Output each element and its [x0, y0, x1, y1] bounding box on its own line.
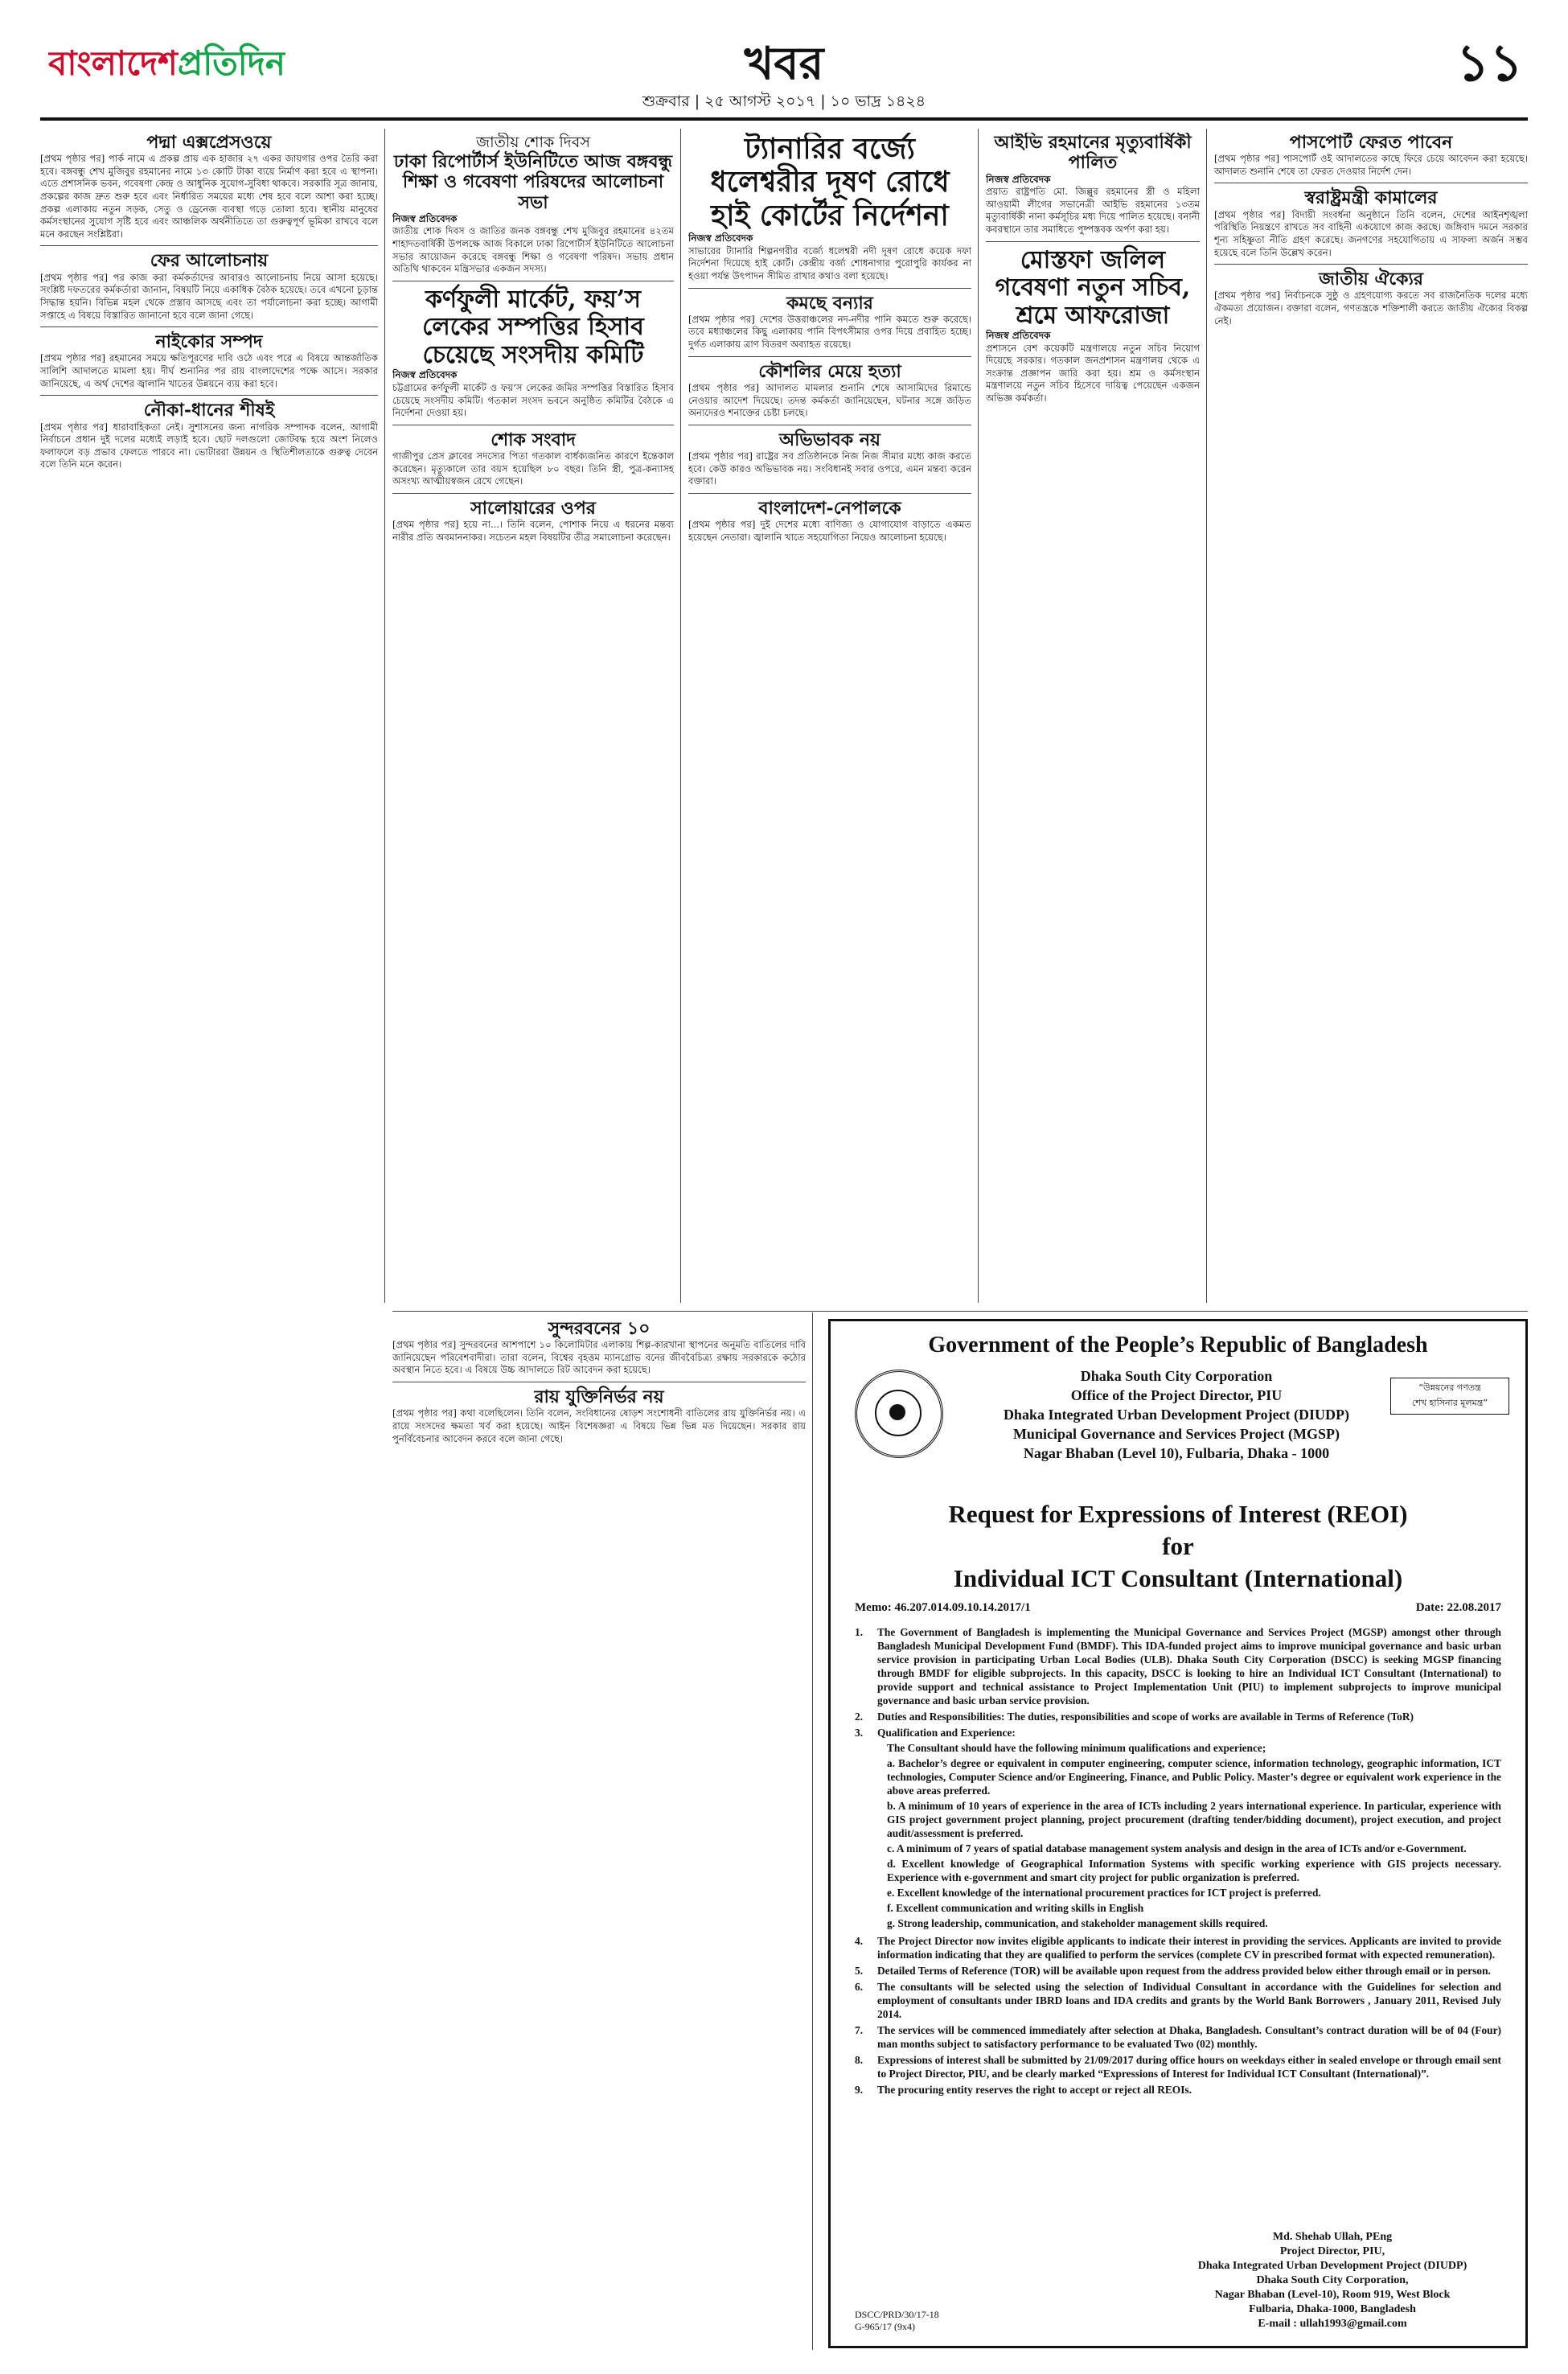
- headline[interactable]: রায় যুক্তিনির্ভর নয়: [534, 1386, 664, 1408]
- article-body: [প্রথম পৃষ্ঠার পর] ধারাবাহিকতা নেই। সুশাসনের জন্য নাগরিক সম্পাদক বলেন, আগামী নির্বাচনে প্রধান দুই দলের মধ্যেই লড়াই হবে। ছোট দলগুলো জোটবদ্ধ হয়ে অংশ নিলেও ফলাফলে বড় প্রভাব ফেলতে পারবে না। ভোটাররা উন্নয়ন ও স্থিতিশীলতাকে গুরুত্ব দেবেন বলে তিনি মনে করেন।: [40, 421, 378, 470]
- article-body: [প্রথম পৃষ্ঠার পর] দেশের উত্তরাঞ্চলের নদ-নদীর পানি কমতে শুরু করেছে। তবে মধ্যাঞ্চলের কিছু এলাকায় পানি বিপৎসীমার ওপর দিয়ে প্রবাহিত হচ্ছে। দুর্গত এলাকায় ত্রাণ বিতরণ অব্যাহত রয়েছে।: [688, 313, 971, 351]
- column-divider: [384, 129, 385, 1303]
- headline[interactable]: ফের আলোচনায়: [150, 250, 269, 272]
- ad-item: 7. The services will be commenced immediately after selection at Dhaka, Bangladesh. Consultant’s contract duration will be of 04 (Four) man months subject to satisfactory performance to be evaluated Two (02) monthly.: [855, 2024, 1501, 2050]
- article-body: [প্রথম পৃষ্ঠার পর] সুন্দরবনের আশপাশে ১০ কিলোমিটার এলাকায় শিল্প-কারখানা স্থাপনের অনুমতি বাতিলের দাবি জানিয়েছেন পরিবেশবাদীরা। তারা বলেন, বিশ্বের বৃহত্তম ম্যানগ্রোভ বনের জীববৈচিত্র্য রক্ষায় সরকারকে কঠোর অবস্থান নিতে হবে। এ বিষয়ে উচ্চ আদালতে রিট আবেদন করা হয়েছে।: [392, 1339, 806, 1376]
- ad-reference: DSCC/PRD/30/17-18 G-965/17 (9x4): [855, 2309, 939, 2332]
- kicker: জাতীয় শোক দিবস: [476, 133, 590, 151]
- headline[interactable]: পাসপোর্ট ফেরত পাবেন: [1289, 133, 1453, 153]
- headline[interactable]: ঢাকা রিপোর্টার্স ইউনিটিতে আজ বঙ্গবন্ধু শিক্ষা ও গবেষণা পরিষদের আলোচনা সভা: [393, 151, 673, 213]
- column-2: [392, 133, 674, 1299]
- column-3: [688, 133, 971, 1299]
- headline[interactable]: কৌশলির মেয়ে হত্যা: [758, 360, 901, 382]
- column-4: [986, 133, 1200, 1299]
- qualification: a. Bachelor’s degree or equivalent in computer engineering, computer science, information technology, geographic information, ICT technologies, Computer Science and/or Engineering, Finance, and Public Policy. Master’s degree or equivalent work experience in the above areas preferred.: [887, 1757, 1501, 1797]
- ad-memo: Memo: 46.207.014.09.10.14.2017/1: [855, 1601, 1031, 1614]
- headline[interactable]: বাংলাদেশ-নেপালকে: [758, 497, 901, 519]
- headline[interactable]: মোস্তফা জলিল গবেষণা নতুন সচিব, শ্রমে আফরোজা: [995, 245, 1191, 330]
- article-body: [প্রথম পৃষ্ঠার পর] বিদায়ী সংবর্ধনা অনুষ্ঠানে তিনি বলেন, দেশের আইনশৃঙ্খলা পরিস্থিতি নিয়ন্ত্রণে রাখতে সব বাহিনী একযোগে কাজ করছে। জঙ্গিবাদ দমনে সরকার শূন্য সহিষ্ণুতা নীতি গ্রহণ করেছে। জনগণের সহযোগিতায় এ সাফল্য অর্জন সম্ভব হয়েছে বলে তিনি উল্লেখ করেন।: [1214, 208, 1528, 258]
- qualification: e. Excellent knowledge of the international procurement practices for ICT project is preferred.: [887, 1887, 1321, 1899]
- byline: নিজস্ব প্রতিবেদক: [688, 232, 753, 244]
- column-5: [1214, 133, 1528, 1299]
- qualification: c. A minimum of 7 years of spatial database management system analysis and design in the area of ICTs and/or e-Government.: [887, 1842, 1467, 1854]
- ad-heading: Request for Expressions of Interest (REOI) for Individual ICT Consultant (International): [948, 1500, 1408, 1592]
- contact-email[interactable]: E-mail : ullah1993@gmail.com: [1258, 2318, 1407, 2330]
- article-divider: [688, 493, 971, 494]
- dateline: শুক্রবার | ২৫ আগস্ট ২০১৭ | ১০ ভাদ্র ১৪২৪: [642, 92, 926, 110]
- tender-advertisement: [828, 1319, 1528, 2348]
- article-body: প্রশাসনে বেশ কয়েকটি মন্ত্রণালয়ে নতুন সচিব নিয়োগ দিয়েছে সরকার। গতকাল জনপ্রশাসন মন্ত্রণালয় থেকে এ সংক্রান্ত প্রজ্ঞাপন জারি করা হয়। শ্রম ও কর্মসংস্থান মন্ত্রণালয়ে নতুন সচিব হিসেবে দায়িত্ব পেয়েছেন একজন অভিজ্ঞ কর্মকর্তা।: [986, 342, 1200, 405]
- column-divider: [1206, 129, 1207, 1303]
- article-divider: [688, 288, 971, 289]
- ad-signature-block: Md. Shehab Ullah, PEng Project Director, PIU, Dhaka Integrated Urban Development Project (DIUDP) Dhaka South City Corporation, Nagar Bhaban (Level-10), Room 919, West Block Fulbaria, Dhaka-1000, Bangladesh E-mail : ullah1993@gmail.com: [1172, 2230, 1493, 2331]
- section-divider: [392, 1311, 1528, 1312]
- article-body: [প্রথম পৃষ্ঠার পর] আদালত মামলার শুনানি শেষে আসামিদের রিমান্ডে নেওয়ার আদেশ দিয়েছে। তদন্ত কর্মকর্তা জানিয়েছেন, ঘটনার সঙ্গে জড়িত অন্যদেরও শনাক্তের চেষ্টা চলছে।: [688, 381, 971, 419]
- ad-slogan: “উন্নয়নের গণতন্ত্র শেখ হাসিনার মূলমন্ত্র”: [1390, 1378, 1509, 1415]
- ad-item: 5. Detailed Terms of Reference (TOR) will be available upon request from the address provided below either through email or in person.: [855, 1965, 1491, 1977]
- page-number: ১১: [1455, 33, 1523, 93]
- article-body: গাজীপুর প্রেস ক্লাবের সদস্যের পিতা গতকাল বার্ধক্যজনিত কারণে ইন্তেকাল করেছেন। মৃত্যুকালে তার বয়স হয়েছিল ৮০ বছর। তিনি স্ত্রী, পুত্র-কন্যাসহ অসংখ্য আত্মীয়স্বজন রেখে গেছেন।: [392, 450, 674, 487]
- column-divider: [978, 129, 979, 1303]
- headline[interactable]: অভিভাবক নয়: [779, 429, 880, 450]
- column-divider: [812, 1312, 813, 2350]
- headline[interactable]: ট্যানারির বর্জ্যে ধলেশ্বরীর দূষণ রোধে হাই কোর্টের নির্দেশনা: [710, 133, 950, 232]
- byline: নিজস্ব প্রতিবেদক: [392, 212, 458, 224]
- article-divider: [986, 241, 1200, 242]
- article-body: [প্রথম পৃষ্ঠার পর] পার্ক নামে এ প্রকল্প প্রায় এক হাজার ২৭ একর জায়গার ওপর তৈরি করা হবে। বঙ্গবন্ধু শেখ মুজিবুর রহমানের নামে ১৩ কোটি টাকা ব্যয়ে নির্মাণ করা হবে এ স্থাপনা। এতে প্রশাসনিক ভবন, গবেষণা কেন্দ্র ও আধুনিক সুযোগ-সুবিধা থাকবে। সরকারি সূত্র জানায়, প্রকল্পের কাজ দ্রুত শুরু হবে এবং নির্ধারিত সময়ের মধ্যে শেষ হবে বলে আশা করা হচ্ছে। প্রকল্প এলাকায় নতুন সড়ক, সেতু ও ড্রেনেজ ব্যবস্থা গড়ে তোলা হবে। স্থানীয় মানুষের কর্মসংস্থানের সুযোগ সৃষ্টি হবে এবং আঞ্চলিক অর্থনীতিতে তা গুরুত্বপূর্ণ ভূমিকা রাখবে বলে মনে করছেন সংশ্লিষ্টরা।: [40, 153, 378, 240]
- headline[interactable]: জাতীয় ঐক্যের: [1319, 269, 1423, 290]
- article-divider: [40, 245, 378, 246]
- ad-item: 3. Qualification and Experience: The Consultant should have the following minimum qualifications and experience; a. Bachelor’s degree or equivalent in computer engineering, computer science, information technology, geographic information, ICT technologies, Computer Science and/or Engineering, Finance, and Public Policy. Master’s degree or equivalent work experience in the above areas preferred. b. A minimum of 10 years of experience in the area of ICTs including 2 years international experience. In particular, experience with GIS project government project planning, project procurement (drafting tender/bidding document), project execution, and project audit/assessment is preferred. c. A minimum of 7 years of spatial database management system analysis and design in the area of ICTs and/or e-Government. d. Excellent knowledge of Geographical Information Systems with specific working experience with GIS projects necessary. Experience with e-government and smart city project for public organization is preferred. e. Excellent knowledge of the international procurement practices for ICT project is preferred. f. Excellent communication and writing skills in English g. Strong leadership, communication, and stakeholder management skills required.: [855, 1727, 1501, 1929]
- article-body: [প্রথম পৃষ্ঠার পর] রহমানের সময়ে ক্ষতিপূরণের দাবি ওঠে এবং পরে এ বিষয়ে আন্তর্জাতিক সালিশি আদালতে মামলা হয়। দীর্ঘ শুনানির পর রায় বাংলাদেশের পক্ষে আসে। সরকার জানিয়েছে, এ অর্থ দেশের জ্বালানি খাতের উন্নয়নে ব্যয় করা হবে।: [40, 352, 378, 389]
- headline[interactable]: কমছে বন্যার: [786, 292, 873, 314]
- ad-government-title: Government of the People’s Republic of Bangladesh: [928, 1333, 1428, 1357]
- government-seal-icon: [855, 1370, 943, 1458]
- article-body: [প্রথম পৃষ্ঠার পর] হয়ে না...। তিনি বলেন, পোশাক নিয়ে এ ধরনের মন্তব্য নারীর প্রতি অবমাননাকর। সচেতন মহল বিষয়টির তীব্র সমালোচনা করেছেন।: [392, 519, 674, 543]
- article-body: [প্রথম পৃষ্ঠার পর] পর কাজ করা কর্মকর্তাদের আবারও আলোচনায় নিয়ে আসা হয়েছে। সংশ্লিষ্ট দফতরের কর্মকর্তারা জানান, বিষয়টি নিয়ে একাধিক বৈঠক হয়েছে। তবে এখনো চূড়ান্ত সিদ্ধান্ত হয়নি। বিভিন্ন মহল থেকে প্রস্তাব আসছে এবং তা পর্যালোচনা করা হচ্ছে। আগামী সপ্তাহে এ বিষয়ে বিস্তারিত জানানো হবে বলে জানা গেছে।: [40, 271, 378, 321]
- article-body: জাতীয় শোক দিবস ও জাতির জনক বঙ্গবন্ধু শেখ মুজিবুর রহমানের ৪২তম শাহাদতবার্ষিকী উপলক্ষে আজ বিকালে ঢাকা রিপোর্টার্স ইউনিটিতে আলোচনা সভার আয়োজন করেছে বঙ্গবন্ধু শিক্ষা ও গবেষণা পরিষদ। সভায় প্রধান অতিথি থাকবেন মন্ত্রিসভার একজন সদস্য।: [392, 225, 674, 275]
- ad-item: 6. The consultants will be selected using the selection of Individual Consultant in accordance with the Guidelines for selection and employment of consultants under IBRD loans and IDA credits and grants by the World Bank Borrowers , January 2011, Revised July 2014.: [855, 1981, 1501, 2020]
- section-title: খবর: [744, 37, 824, 90]
- article-body: [প্রথম পৃষ্ঠার পর] দুই দেশের মধ্যে বাণিজ্য ও যোগাযোগ বাড়াতে একমত হয়েছেন নেতারা। জ্বালানি খাতে সহযোগিতা নিয়েও আলোচনা হয়েছে।: [688, 519, 971, 543]
- headline[interactable]: কর্ণফুলী মার্কেট, ফয়’স লেকের সম্পত্তির হিসাব চেয়েছে সংসদীয় কমিটি: [422, 285, 644, 369]
- ad-item: 1. The Government of Bangladesh is implementing the Municipal Governance and Services Project (MGSP) amongst other through Bangladesh Municipal Development Fund (BMDF). This IDA-funded project aims to improve municipal governance and basic urban service provision in participating Urban Local Bodies (ULB). Dhaka South City Corporation (DSCC) is seeking MGSP financing through BMDF for eligible subprojects. In this capacity, DSCC is looking to hire an Individual ICT Consultant (International) to provide support and technical assistance to Project Implementation Unit (PIU) to implement subprojects to improve municipal governance and basic urban service provision.: [855, 1626, 1501, 1707]
- article-body: [প্রথম পৃষ্ঠার পর] নির্বাচনকে সুষ্ঠু ও গ্রহণযোগ্য করতে সব রাজনৈতিক দলের মধ্যে ঐকমত্য প্রয়োজন। বক্তারা বলেন, গণতন্ত্রকে শক্তিশালী করতে জাতীয় ঐক্যের বিকল্প নেই।: [1214, 290, 1528, 327]
- headline[interactable]: নাইকোর সম্পদ: [155, 331, 263, 353]
- article-body: [প্রথম পৃষ্ঠার পর] কথা বলেছিলেন। তিনি বলেন, সংবিধানের ষোড়শ সংশোধনী বাতিলের রায় যুক্তিনির্ভর নয়। এ রায়ে সংসদের ক্ষমতা খর্ব করা হয়েছে। আইন বিশেষজ্ঞরা এ বিষয়ে ভিন্ন ভিন্ন মত দিয়েছেন। সরকার রায় পুনর্বিবেচনার আবেদন করবে বলে জানা গেছে।: [392, 1407, 806, 1444]
- byline: নিজস্ব প্রতিবেদক: [986, 173, 1051, 185]
- article-body: [প্রথম পৃষ্ঠার পর] পাসপোর্ট ওই আদালতের কাছে ফিরে চেয়ে আবেদন করা হয়েছে। আদালত শুনানি শেষে তা ফেরত দেওয়ার নির্দেশ দেন।: [1214, 153, 1528, 177]
- newspaper-logo: বাংলাদেশপ্রতিদিন: [48, 43, 285, 83]
- ad-date: Date: 22.08.2017: [1415, 1601, 1501, 1614]
- ad-body: [855, 1625, 1501, 2099]
- article-body: প্রয়াত রাষ্ট্রপতি মো. জিল্লুর রহমানের স্ত্রী ও মহিলা আওয়ামী লীগের সভানেত্রী আইভি রহমানের ১৩তম মৃত্যুবার্ষিকী নানা কর্মসূচির মধ্য দিয়ে পালিত হয়েছে। বনানী কবরস্থানে তার সমাধিতে পুষ্পস্তবক অর্পণ করা হয়।: [986, 186, 1200, 235]
- qualification: d. Excellent knowledge of Geographical Information Systems with specific working experience with GIS projects necessary. Experience with e-government and smart city project for public organization is preferred.: [887, 1858, 1501, 1883]
- qualification: b. A minimum of 10 years of experience in the area of ICTs including 2 years international experience. In particular, experience with GIS project government project planning, project procurement (drafting tender/bidding document), project execution, and project audit/assessment is preferred.: [887, 1800, 1501, 1839]
- article-body: [প্রথম পৃষ্ঠার পর] রাষ্ট্রের সব প্রতিষ্ঠানকে নিজ নিজ সীমার মধ্যে কাজ করতে হবে। কেউ কারও অভিভাবক নয়। সংবিধানই সবার ওপরে, এমন মন্তব্য করেন বক্তারা।: [688, 450, 971, 487]
- article-body: সাভারের ট্যানারি শিল্পনগরীর বর্জ্যে ধলেশ্বরী নদী দূষণ রোধে কয়েক দফা নির্দেশনা দিয়েছে হাই কোর্ট। কেন্দ্রীয় বর্জ্য শোধনাগার পুরোপুরি কার্যকর না হওয়া পর্যন্ত উৎপাদন সীমিত রাখার কথাও বলা হয়েছে।: [688, 244, 971, 281]
- headline[interactable]: শোক সংবাদ: [491, 429, 576, 450]
- ad-item: 9. The procuring entity reserves the right to accept or reject all REOIs.: [855, 2084, 1192, 2096]
- headline[interactable]: নৌকা-ধানের শীষই: [143, 400, 275, 421]
- bottom-articles: [392, 1319, 806, 2348]
- qualification: f. Excellent communication and writing skills in English: [887, 1902, 1144, 1914]
- headline[interactable]: পদ্মা এক্সপ্রেসওয়ে: [146, 133, 272, 153]
- article-divider: [40, 395, 378, 396]
- headline[interactable]: সুন্দরবনের ১০: [548, 1319, 651, 1339]
- article-body: চট্টগ্রামের কর্ণফুলী মার্কেট ও ফয়’স লেকের জমির সম্পত্তির বিস্তারিত হিসাব চেয়েছে সংসদীয় কমিটি। গতকাল সংসদ ভবনে অনুষ্ঠিত কমিটির বৈঠকে এ নির্দেশনা দেওয়া হয়।: [392, 381, 674, 419]
- column-1: [40, 133, 378, 2348]
- column-divider: [680, 129, 681, 1303]
- ad-item: 4. The Project Director now invites eligible applicants to indicate their interest in providing the services. Applicants are invited to provide information indicating that they are qualified to perform the services (complete CV in prescribed format with expected remuneration).: [855, 1935, 1501, 1961]
- headline[interactable]: সালোয়ারের ওপর: [470, 497, 596, 519]
- byline: নিজস্ব প্রতিবেদক: [986, 330, 1051, 342]
- article-divider: [1214, 264, 1528, 265]
- article-divider: [392, 493, 674, 494]
- masthead-rule: [40, 117, 1528, 121]
- article-divider: [688, 356, 971, 357]
- ad-organization: Dhaka South City Corporation Office of the Project Director, PIU Dhaka Integrated Urban Development Project (DIUDP) Municipal Governance and Services Project (MGSP) Nagar Bhaban (Level 10), Fulbaria, Dhaka - 1000: [1003, 1368, 1350, 1461]
- headline[interactable]: আইভি রহমানের মৃত্যুবার্ষিকী পালিত: [994, 133, 1192, 174]
- ad-item: 8. Expressions of interest shall be submitted by 21/09/2017 during office hours on weekdays either in sealed envelope or through email sent to Project Director, PIU, and be clearly marked “Expressions of Interest for Individual ICT Consultant (International)”.: [855, 2054, 1501, 2080]
- headline[interactable]: স্বরাষ্ট্রমন্ত্রী কামালের: [1304, 187, 1438, 209]
- ad-item: 2. Duties and Responsibilities: The duties, responsibilities and scope of works are available in Terms of Reference (ToR): [855, 1711, 1414, 1723]
- byline: নিজস্ব প্রতিবেদক: [392, 369, 458, 381]
- qualification: g. Strong leadership, communication, and stakeholder management skills required.: [887, 1917, 1268, 1929]
